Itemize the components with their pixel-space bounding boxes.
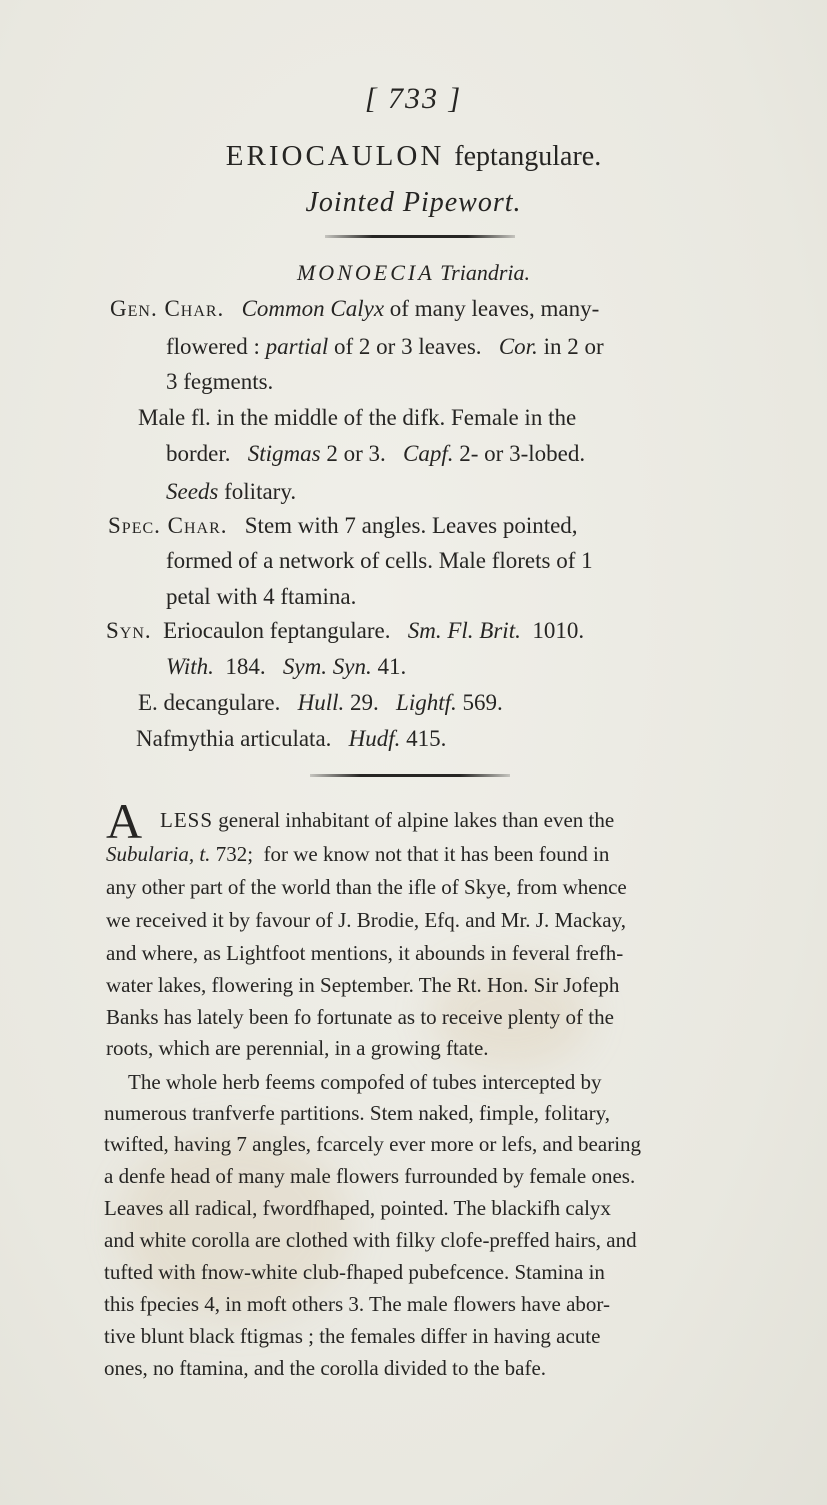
description-line: Leaves all radical, fwordfhaped, pointed. The blackifh calyx — [104, 1196, 611, 1220]
gen-char-term: Capf. — [403, 441, 454, 466]
common-name: Jointed Pipewort. — [305, 187, 522, 218]
description-line: a denfe head of many male flowers furrounded by female ones. — [104, 1164, 636, 1188]
description-line: and where, as Lightfoot mentions, it abounds in feveral frefh- — [106, 941, 624, 965]
spec-char-line: petal with 4 ftamina. — [166, 584, 357, 609]
gen-char-text: in 2 or — [543, 334, 604, 359]
synonym-number: 415. — [406, 726, 447, 751]
page-number: [ 733 ] — [364, 82, 463, 115]
synonym-line — [106, 618, 584, 644]
syn-label: Syn. — [106, 618, 152, 643]
synonym-line — [136, 726, 446, 752]
spec-char-line: formed of a network of cells. Male florets of 1 — [166, 548, 593, 573]
description-line: tive blunt black ftigmas ; the females differ in having acute — [104, 1324, 601, 1348]
synonym-number: 1010. — [532, 618, 585, 643]
order-name: Triandria. — [440, 260, 531, 285]
description-text: for we know not that it has been found in — [263, 842, 610, 866]
synonym-number: 184. — [225, 654, 266, 679]
synonym-text: E. decangulare. — [138, 690, 281, 715]
synonym-reference: Sym. Syn. — [282, 654, 372, 679]
description-line: roots, which are perennial, in a growing ftate. — [106, 1036, 489, 1060]
gen-char-term: Common Calyx — [241, 296, 385, 321]
gen-char-text: 2- or 3-lobed. — [459, 441, 586, 466]
species-name: feptangulare. — [454, 141, 602, 172]
description-text: 732; — [215, 842, 254, 866]
description-line: and white corolla are clothed with filky clofe-preffed hairs, and — [104, 1228, 637, 1252]
description-line: The whole herb feems compofed of tubes intercepted by — [128, 1070, 602, 1094]
description-line: we received it by favour of J. Brodie, Efq. and Mr. J. Mackay, — [106, 908, 626, 932]
genus-name: ERIOCAULON — [225, 140, 445, 172]
gen-char-line — [110, 296, 599, 322]
gen-char-line: 3 fegments. — [166, 369, 274, 394]
caps-word: LESS — [160, 808, 214, 832]
description-text: general inhabitant of alpine lakes than even the — [218, 808, 615, 832]
spec-char-text: Stem with 7 angles. Leaves pointed, — [244, 513, 578, 538]
plant-title — [0, 140, 827, 173]
description-line: ones, no ftamina, and the corolla divided to the bafe. — [104, 1356, 547, 1380]
divider-rule — [310, 774, 510, 777]
gen-char-text: of many leaves, many- — [389, 296, 600, 321]
synonym-reference: Hull. — [297, 690, 345, 715]
spec-char-line — [108, 513, 578, 539]
synonym-line — [166, 654, 406, 680]
gen-char-text: 2 or 3. — [326, 441, 386, 466]
description-line — [106, 842, 609, 867]
gen-char-line — [166, 334, 604, 360]
gen-char-label: Gen. Char. — [110, 296, 225, 321]
linnaean-class — [0, 260, 827, 286]
synonym-text: Nafmythia articulata. — [136, 726, 332, 751]
gen-char-line — [166, 479, 296, 505]
gen-char-term: partial — [265, 334, 329, 359]
drop-cap: A — [106, 793, 143, 849]
description-reference: Subularia, t. — [106, 842, 211, 866]
gen-char-text: of 2 or 3 leaves. — [334, 334, 482, 359]
gen-char-text: border. — [166, 441, 231, 466]
synonym-text: Eriocaulon feptangulare. — [163, 618, 391, 643]
description-line — [160, 808, 614, 833]
gen-char-line — [166, 441, 585, 467]
synonym-line — [138, 690, 503, 716]
description-line: this fpecies 4, in moft others 3. The male flowers have abor- — [104, 1292, 610, 1316]
description-line: tufted with fnow-white club-fhaped pubefcence. Stamina in — [104, 1260, 605, 1284]
spec-char-label: Spec. Char. — [108, 513, 228, 538]
gen-char-term: Cor. — [498, 334, 538, 359]
gen-char-line: Male fl. in the middle of the difk. Female in the — [138, 405, 577, 430]
description-line: Banks has lately been fo fortunate as to receive plenty of the — [106, 1005, 614, 1029]
description-line: any other part of the world than the ifle of Skye, from whence — [106, 875, 627, 899]
gen-char-term: Seeds — [166, 479, 219, 504]
synonym-reference: Lightf. — [396, 690, 457, 715]
description-line: numerous tranfverfe partitions. Stem naked, fimple, folitary, — [104, 1101, 610, 1125]
synonym-reference: Sm. Fl. Brit. — [407, 618, 521, 643]
description-line: water lakes, flowering in September. The Rt. Hon. Sir Jofeph — [106, 973, 620, 997]
synonym-reference: With. — [166, 654, 214, 679]
gen-char-text: flowered : — [166, 334, 260, 359]
synonym-number: 29. — [350, 690, 379, 715]
synonym-number: 569. — [462, 690, 503, 715]
description-line: twifted, having 7 angles, fcarcely ever more or lefs, and bearing — [104, 1132, 642, 1156]
gen-char-text: folitary. — [224, 479, 297, 504]
class-name: MONOECIA — [296, 260, 435, 285]
divider-rule — [325, 235, 515, 238]
synonym-reference: Hudf. — [348, 726, 401, 751]
gen-char-term: Stigmas — [247, 441, 321, 466]
synonym-number: 41. — [377, 654, 407, 679]
